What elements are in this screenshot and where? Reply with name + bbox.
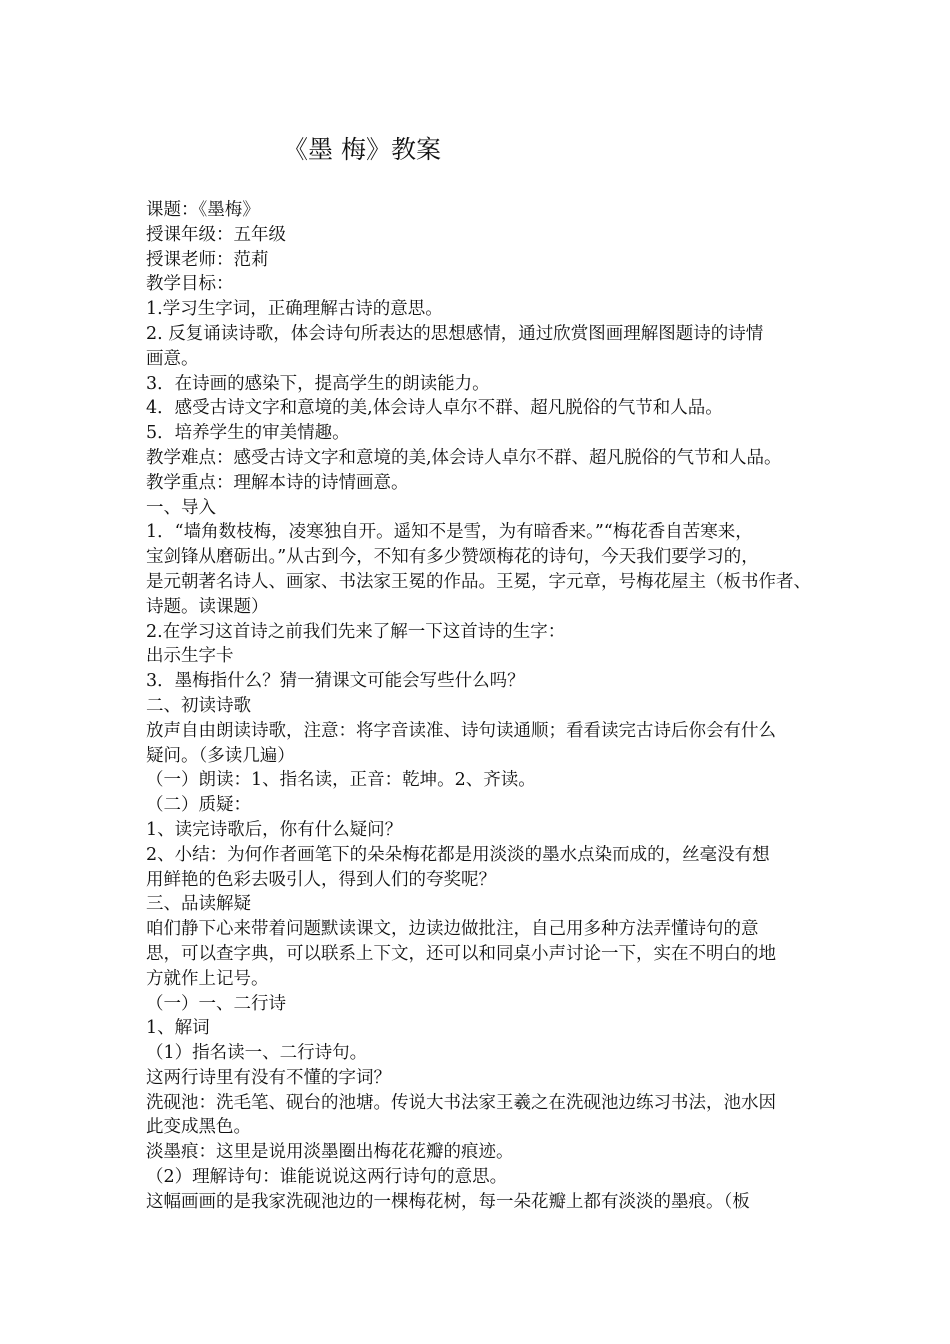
text-line: 1．“墙角数枝梅，凌寒独自开。遥知不是雪，为有暗香来。”“梅花香自苦寒来， bbox=[146, 522, 753, 543]
text-line: 洗砚池：洗毛笔、砚台的池塘。传说大书法家王羲之在洗砚池边练习书法，池水因 bbox=[146, 1092, 776, 1113]
text-line: 3．墨梅指什么？猜一猜课文可能会写些什么吗？ bbox=[146, 671, 525, 692]
text-line: 这两行诗里有没有不懂的字词？ bbox=[146, 1067, 391, 1088]
text-line: 三、品读解疑 bbox=[146, 894, 251, 915]
text-line: 画意。 bbox=[146, 348, 199, 369]
text-line: 授课年级：五年级 bbox=[146, 224, 286, 245]
text-line: 用鲜艳的色彩去吸引人，得到人们的夸奖呢？ bbox=[146, 869, 496, 890]
text-line: 疑问。（多读几遍） bbox=[146, 745, 295, 766]
text-line: 宝剑锋从磨砺出。”从古到今，不知有多少赞颂梅花的诗句，今天我们要学习的， bbox=[146, 547, 759, 568]
document-title: 《墨 梅》教案 bbox=[283, 135, 441, 164]
text-line: 一、导入 bbox=[146, 497, 216, 518]
text-line: 授课老师：范莉 bbox=[146, 249, 269, 270]
text-line: 3．在诗画的感染下，提高学生的朗读能力。 bbox=[146, 373, 490, 394]
text-line: 咱们静下心来带着问题默读课文，边读边做批注，自己用多种方法弄懂诗句的意 bbox=[146, 919, 759, 940]
text-line: （二）质疑： bbox=[146, 795, 251, 816]
text-line: 5．培养学生的审美情趣。 bbox=[146, 423, 350, 444]
text-line: 2.在学习这首诗之前我们先来了解一下这首诗的生字： bbox=[146, 621, 566, 642]
text-line: 2、小结：为何作者画笔下的朵朵梅花都是用淡淡的墨水点染而成的，丝毫没有想 bbox=[146, 844, 770, 865]
text-line: 这幅画画的是我家洗砚池边的一棵梅花树，每一朵花瓣上都有淡淡的墨痕。（板 bbox=[146, 1191, 750, 1212]
text-line: （1）指名读一、二行诗句。 bbox=[146, 1043, 368, 1064]
text-line: 教学重点：理解本诗的诗情画意。 bbox=[146, 472, 409, 493]
text-line: 1、读完诗歌后，你有什么疑问？ bbox=[146, 819, 403, 840]
text-line: 4．感受古诗文字和意境的美,体会诗人卓尔不群、超凡脱俗的气节和人品。 bbox=[146, 398, 723, 419]
text-line: 课题：《墨梅》 bbox=[146, 200, 260, 220]
text-line: 1.学习生字词，正确理解古诗的意思。 bbox=[146, 299, 443, 320]
text-line: 思，可以查字典，可以联系上下文，还可以和同桌小声讨论一下，实在不明白的地 bbox=[146, 943, 776, 964]
document-body bbox=[146, 198, 826, 1215]
text-line: （2）理解诗句：谁能说说这两行诗句的意思。 bbox=[146, 1167, 508, 1188]
text-line: 此变成黑色。 bbox=[146, 1117, 251, 1138]
text-line: 2. 反复诵读诗歌，体会诗句所表达的思想感情，通过欣赏图画理解图题诗的诗情 bbox=[146, 323, 764, 344]
text-line: 放声自由朗读诗歌，注意：将字音读准、诗句读通顺；看看读完古诗后你会有什么 bbox=[146, 720, 776, 741]
text-line: 1、解词 bbox=[146, 1018, 210, 1039]
text-line: 教学目标： bbox=[146, 274, 234, 295]
text-line: 淡墨痕：这里是说用淡墨圈出梅花花瓣的痕迹。 bbox=[146, 1142, 514, 1163]
text-line: 是元朝著名诗人、画家、书法家王冕的作品。王冕，字元章，号梅花屋主（板书作者、 bbox=[146, 571, 811, 592]
text-line: 二、初读诗歌 bbox=[146, 695, 251, 716]
text-line: 诗题。读课题） bbox=[146, 596, 269, 617]
text-line: （一）一、二行诗 bbox=[146, 993, 286, 1014]
text-line: 出示生字卡 bbox=[146, 646, 234, 667]
text-line: 教学难点：感受古诗文字和意境的美,体会诗人卓尔不群、超凡脱俗的气节和人品。 bbox=[146, 447, 782, 468]
text-line: （一）朗读：1、指名读，正音：乾坤。2、齐读。 bbox=[146, 770, 536, 791]
text-line: 方就作上记号。 bbox=[146, 968, 269, 989]
